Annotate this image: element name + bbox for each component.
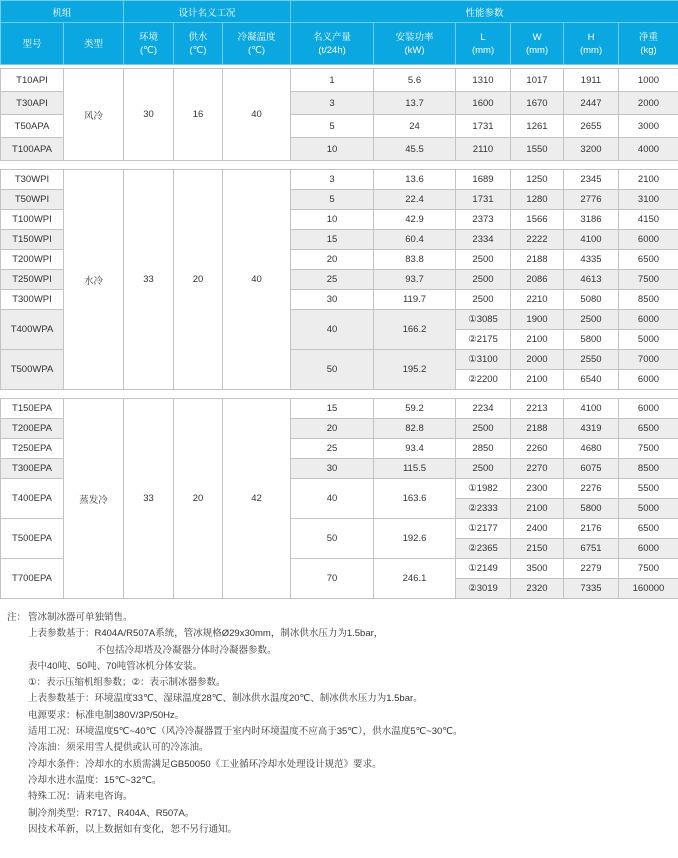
- value-cell: 70: [291, 559, 374, 599]
- spec-table-group-water-cooled: [0, 169, 678, 390]
- value-cell: 4319: [564, 419, 619, 439]
- note-line: [0, 757, 678, 773]
- value-cell: 6500: [619, 519, 678, 539]
- value-cell: 4000: [619, 138, 678, 161]
- note-text: 因技术革新，以上数据如有变化，恕不另行通知。: [28, 823, 238, 835]
- value-cell: 2500: [456, 459, 511, 479]
- spec-table-group-evaporative: [0, 398, 678, 599]
- note-line: [0, 773, 678, 789]
- value-cell: 7500: [619, 439, 678, 459]
- value-cell: 2210: [511, 290, 564, 310]
- value-cell: 1261: [511, 115, 564, 138]
- note-text: 管冰制冰器可单独销售。: [28, 612, 133, 623]
- value-cell: 6000: [619, 539, 678, 559]
- note-line: [0, 740, 678, 756]
- type-cell: 风冷: [64, 69, 124, 161]
- value-cell: 7500: [619, 559, 678, 579]
- value-cell: 3100: [619, 190, 678, 210]
- value-cell: 2000: [511, 350, 564, 370]
- value-cell: 246.1: [374, 559, 456, 599]
- value-cell: 4100: [564, 230, 619, 250]
- model-cell: T30API: [1, 92, 64, 115]
- value-cell: 16: [174, 69, 223, 161]
- value-cell: ①3100: [456, 350, 511, 370]
- value-cell: 2300: [511, 479, 564, 499]
- value-cell: 2150: [511, 539, 564, 559]
- value-cell: ②3019: [456, 579, 511, 599]
- model-cell: T500WPA: [1, 350, 64, 390]
- value-cell: 20: [291, 250, 374, 270]
- model-cell: T150EPA: [1, 399, 64, 419]
- col-header-nominal-capacity: 名义产量 (t/24h): [291, 23, 374, 65]
- value-cell: 2400: [511, 519, 564, 539]
- note-text: 冷却水进水温度：15℃~32℃。: [28, 774, 162, 786]
- value-cell: 13.7: [374, 92, 456, 115]
- value-cell: 6500: [619, 419, 678, 439]
- model-cell: T500EPA: [1, 519, 64, 559]
- header-group-performance: 性能参数: [291, 1, 678, 23]
- value-cell: 33: [124, 170, 174, 390]
- model-cell: T200WPI: [1, 250, 64, 270]
- note-line: [0, 643, 678, 659]
- value-cell: 42.9: [374, 210, 456, 230]
- value-cell: 2100: [511, 499, 564, 519]
- value-cell: 10: [291, 210, 374, 230]
- value-cell: 50: [291, 519, 374, 559]
- value-cell: 7500: [619, 270, 678, 290]
- value-cell: 50: [291, 350, 374, 390]
- value-cell: 2500: [564, 310, 619, 330]
- value-cell: 2655: [564, 115, 619, 138]
- value-cell: 2500: [456, 270, 511, 290]
- model-cell: T50WPI: [1, 190, 64, 210]
- value-cell: 2850: [456, 439, 511, 459]
- note-line: [0, 806, 678, 822]
- value-cell: 2500: [456, 419, 511, 439]
- header-group-row: [1, 1, 678, 23]
- value-cell: 4335: [564, 250, 619, 270]
- value-cell: 2373: [456, 210, 511, 230]
- note-line: [0, 691, 678, 707]
- value-cell: 6075: [564, 459, 619, 479]
- note-text: 上表参数基于：R404A/R507A系统，管冰规格Ø29x30mm，制冰供水压力为1.5bar，: [28, 628, 384, 640]
- value-cell: 8500: [619, 459, 678, 479]
- value-cell: 2213: [511, 399, 564, 419]
- note-text: 不包括冷却塔及冷凝器分体时冷凝器参数。: [96, 644, 277, 656]
- value-cell: 22.4: [374, 190, 456, 210]
- note-line: [0, 724, 678, 740]
- value-cell: 7000: [619, 350, 678, 370]
- model-cell: T250WPI: [1, 270, 64, 290]
- col-header-installed-power: 安装功率 (kW): [374, 23, 456, 65]
- value-cell: 1731: [456, 190, 511, 210]
- value-cell: 5500: [619, 479, 678, 499]
- value-cell: 33: [124, 399, 174, 599]
- value-cell: 20: [174, 399, 223, 599]
- model-cell: T400EPA: [1, 479, 64, 519]
- value-cell: 30: [291, 459, 374, 479]
- value-cell: 2100: [619, 170, 678, 190]
- value-cell: 2447: [564, 92, 619, 115]
- model-cell: T100WPI: [1, 210, 64, 230]
- value-cell: 195.2: [374, 350, 456, 390]
- col-header-condensing-temp: 冷凝温度 (℃): [223, 23, 291, 65]
- value-cell: 5: [291, 190, 374, 210]
- col-header-supply-water: 供水 (℃): [174, 23, 223, 65]
- value-cell: 2334: [456, 230, 511, 250]
- note-text: 制冷剂类型：R717、R404A、R507A。: [28, 807, 195, 819]
- value-cell: 2345: [564, 170, 619, 190]
- value-cell: ②2200: [456, 370, 511, 390]
- value-cell: 20: [291, 419, 374, 439]
- value-cell: 166.2: [374, 310, 456, 350]
- value-cell: 1689: [456, 170, 511, 190]
- value-cell: 2279: [564, 559, 619, 579]
- value-cell: 1280: [511, 190, 564, 210]
- value-cell: ①2149: [456, 559, 511, 579]
- note-line: [0, 610, 678, 626]
- value-cell: 30: [124, 69, 174, 161]
- note-text: 上表参数基于：环境温度33℃、湿球温度28℃、制冰供水温度20℃、制冰供水压力为1.5bar。: [28, 693, 423, 705]
- value-cell: 2110: [456, 138, 511, 161]
- value-cell: 6000: [619, 230, 678, 250]
- value-cell: 6540: [564, 370, 619, 390]
- model-cell: T300WPI: [1, 290, 64, 310]
- value-cell: 2776: [564, 190, 619, 210]
- value-cell: 3000: [619, 115, 678, 138]
- footnotes-section: [0, 610, 678, 838]
- value-cell: 5000: [619, 499, 678, 519]
- value-cell: 5000: [619, 330, 678, 350]
- value-cell: 1600: [456, 92, 511, 115]
- value-cell: 40: [291, 310, 374, 350]
- value-cell: 20: [174, 170, 223, 390]
- value-cell: ①2177: [456, 519, 511, 539]
- value-cell: 3500: [511, 559, 564, 579]
- note-text: 冷冻油：须采用雪人提供或认可的冷冻油。: [28, 742, 209, 754]
- table-row: [1, 399, 678, 419]
- value-cell: 2550: [564, 350, 619, 370]
- col-header-height: H (mm): [564, 23, 619, 65]
- spec-table-header: [0, 0, 678, 65]
- value-cell: 2100: [511, 370, 564, 390]
- value-cell: 93.7: [374, 270, 456, 290]
- note-line: [0, 659, 678, 675]
- value-cell: 2270: [511, 459, 564, 479]
- value-cell: 6500: [619, 250, 678, 270]
- header-group-design-conditions: 设计名义工况: [124, 1, 291, 23]
- value-cell: 13.6: [374, 170, 456, 190]
- value-cell: 5800: [564, 330, 619, 350]
- note-text: 特殊工况：请来电咨询。: [28, 791, 133, 803]
- type-cell: 蒸发冷: [64, 399, 124, 599]
- value-cell: 6000: [619, 399, 678, 419]
- value-cell: 1: [291, 69, 374, 92]
- value-cell: 15: [291, 399, 374, 419]
- note-text: 表中40吨、50吨、70吨管冰机分体安装。: [28, 660, 203, 672]
- value-cell: 60.4: [374, 230, 456, 250]
- value-cell: 40: [291, 479, 374, 519]
- value-cell: 6000: [619, 310, 678, 330]
- value-cell: 3186: [564, 210, 619, 230]
- col-header-net-weight: 净重 (kg): [619, 23, 678, 65]
- value-cell: 5080: [564, 290, 619, 310]
- value-cell: 3: [291, 92, 374, 115]
- value-cell: 2176: [564, 519, 619, 539]
- value-cell: 1000: [619, 69, 678, 92]
- model-cell: T50APA: [1, 115, 64, 138]
- value-cell: 2320: [511, 579, 564, 599]
- value-cell: 2086: [511, 270, 564, 290]
- model-cell: T400WPA: [1, 310, 64, 350]
- value-cell: 5: [291, 115, 374, 138]
- value-cell: 10: [291, 138, 374, 161]
- col-header-model: 型号: [1, 23, 64, 65]
- note-text: ①：表示压缩机组参数；②：表示制冰器参数。: [28, 677, 226, 689]
- note-line: [0, 708, 678, 724]
- value-cell: 1550: [511, 138, 564, 161]
- note-text: 电源要求：标准电制380V/3P/50Hz。: [28, 709, 185, 721]
- value-cell: 42: [223, 399, 291, 599]
- value-cell: ②2175: [456, 330, 511, 350]
- table-row: [1, 69, 678, 92]
- model-cell: T200EPA: [1, 419, 64, 439]
- value-cell: 1017: [511, 69, 564, 92]
- value-cell: 1250: [511, 170, 564, 190]
- value-cell: 40: [223, 69, 291, 161]
- value-cell: 2500: [456, 290, 511, 310]
- note-text: 冷却水条件：冷却水的水质需满足GB50050《工业循环冷却水处理设计规范》要求。: [28, 758, 382, 770]
- value-cell: 115.5: [374, 459, 456, 479]
- note-text: 适用工况：环境温度5℃~40℃（风冷冷凝器置于室内时环境温度不应高于35℃），供水温度5℃~30℃。: [28, 726, 463, 738]
- col-header-width: W (mm): [511, 23, 564, 65]
- value-cell: ②2365: [456, 539, 511, 559]
- value-cell: 2000: [619, 92, 678, 115]
- value-cell: 4100: [564, 399, 619, 419]
- model-cell: T300EPA: [1, 459, 64, 479]
- value-cell: 15: [291, 230, 374, 250]
- value-cell: 6000: [619, 370, 678, 390]
- value-cell: 4680: [564, 439, 619, 459]
- value-cell: 1670: [511, 92, 564, 115]
- type-cell: 水冷: [64, 170, 124, 390]
- value-cell: 2260: [511, 439, 564, 459]
- value-cell: 82.8: [374, 419, 456, 439]
- note-line: [0, 626, 678, 642]
- model-cell: T30WPI: [1, 170, 64, 190]
- value-cell: 1566: [511, 210, 564, 230]
- value-cell: 8500: [619, 290, 678, 310]
- spec-table-group-air-cooled: [0, 68, 678, 161]
- value-cell: 25: [291, 270, 374, 290]
- value-cell: 1310: [456, 69, 511, 92]
- header-group-unit: 机组: [1, 1, 124, 23]
- value-cell: 2276: [564, 479, 619, 499]
- value-cell: 4613: [564, 270, 619, 290]
- value-cell: 7335: [564, 579, 619, 599]
- col-header-type: 类型: [64, 23, 124, 65]
- value-cell: 1900: [511, 310, 564, 330]
- value-cell: 59.2: [374, 399, 456, 419]
- table-row: [1, 170, 678, 190]
- value-cell: 40: [223, 170, 291, 390]
- model-cell: T150WPI: [1, 230, 64, 250]
- value-cell: 2188: [511, 250, 564, 270]
- value-cell: ①1982: [456, 479, 511, 499]
- value-cell: 1731: [456, 115, 511, 138]
- value-cell: 2188: [511, 419, 564, 439]
- value-cell: 6751: [564, 539, 619, 559]
- value-cell: 5800: [564, 499, 619, 519]
- note-line: [0, 789, 678, 805]
- value-cell: 163.6: [374, 479, 456, 519]
- value-cell: 160000: [619, 579, 678, 599]
- value-cell: 119.7: [374, 290, 456, 310]
- value-cell: 25: [291, 439, 374, 459]
- value-cell: 2500: [456, 250, 511, 270]
- value-cell: ②2333: [456, 499, 511, 519]
- model-cell: T10API: [1, 69, 64, 92]
- model-cell: T700EPA: [1, 559, 64, 599]
- value-cell: 3200: [564, 138, 619, 161]
- header-column-row: [1, 23, 678, 65]
- value-cell: 30: [291, 290, 374, 310]
- note-line: [0, 822, 678, 838]
- value-cell: 1911: [564, 69, 619, 92]
- col-header-ambient: 环境 (℃): [124, 23, 174, 65]
- value-cell: ①3085: [456, 310, 511, 330]
- col-header-length: L (mm): [456, 23, 511, 65]
- value-cell: 2100: [511, 330, 564, 350]
- value-cell: 2234: [456, 399, 511, 419]
- note-line: [0, 675, 678, 691]
- value-cell: 24: [374, 115, 456, 138]
- value-cell: 5.6: [374, 69, 456, 92]
- value-cell: 2222: [511, 230, 564, 250]
- value-cell: 3: [291, 170, 374, 190]
- model-cell: T100APA: [1, 138, 64, 161]
- value-cell: 93.4: [374, 439, 456, 459]
- value-cell: 4150: [619, 210, 678, 230]
- value-cell: 83.8: [374, 250, 456, 270]
- value-cell: 45.5: [374, 138, 456, 161]
- value-cell: 192.6: [374, 519, 456, 559]
- model-cell: T250EPA: [1, 439, 64, 459]
- note-label: 注：: [7, 612, 27, 623]
